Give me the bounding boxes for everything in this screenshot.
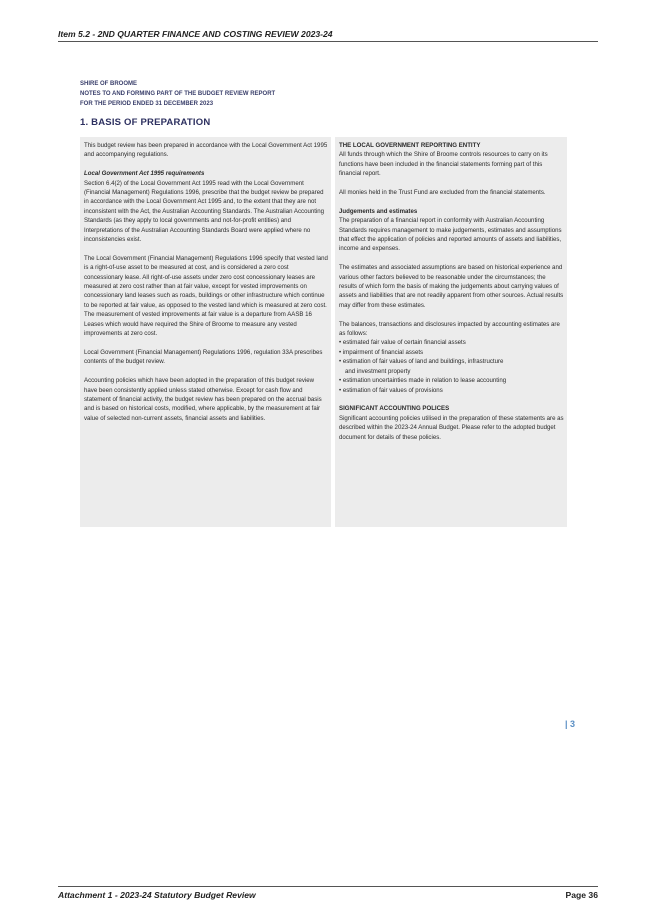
entity-paragraph: All funds through which the Shire of Broome controls resources to carry on its functions have been included in the financial statements forming part of this financial report.	[339, 151, 548, 178]
section-title: 1. BASIS OF PREPARATION	[80, 117, 211, 128]
estimates-paragraph: The estimates and associated assumptions are based on historical experience and various other factors believed to be reasonable under the circumstances; the results of which form the basis of making the judgements about carrying values of assets and liabilities that are not readily apparent from other sources. Actual results may differ from these estimates.	[339, 264, 564, 309]
list-item: • impairment of financial assets	[339, 348, 424, 356]
report-title: NOTES TO AND FORMING PART OF THE BUDGET REVIEW REPORT	[80, 91, 276, 97]
vested-land-paragraph: The Local Government (Financial Management) Regulations 1996 specify that vested land is a right-of-use asset to be measured at cost, and is considered a zero cost concessionary lease. All right-of-use assets under zero cost concessionary leases are measured at zero cost rather than at fair value, except for vested improvements on concessionary land leases such as roads, buildings or other infrastructure which continue to be reported at fair value, as opposed to the vested land which is measured at zero cost. The measurement of vested improvements at fair value is a departure from AASB 16 Leases which would have required the Shire of Broome to measure any vested improvements at zero cost.	[84, 254, 328, 338]
list-item: • estimation uncertainties made in relation to lease accounting	[339, 377, 507, 385]
list-item: • estimated fair value of certain financial assets	[339, 339, 466, 347]
lga-paragraph: Section 6.4(2) of the Local Government Act 1995 read with the Local Government (Financial Management) Regulations 1996, prescribe that the budget review be prepared in accordance with the Local Government Act 1995 and, to the extent that they are not inconsistent with the Act, the Australian Accounting Standards. The Australian Accounting Standards (as they apply to local governments and not-for-profit entities) and Interpretations of the Australian Accounting Standards Board were applied where no inconsistencies exist.	[84, 179, 325, 244]
entity-heading: THE LOCAL GOVERNMENT REPORTING ENTITY	[339, 142, 481, 149]
regulation-33a-paragraph: Local Government (Financial Management) Regulations 1996, regulation 33A prescribes contents of the budget review.	[84, 348, 323, 366]
balances-intro: The balances, transactions and disclosures impacted by accounting estimates are as follows:	[339, 320, 560, 338]
significant-policies-paragraph: Significant accounting policies utilised in the preparation of these statements are as described within the 2023-24 Annual Budget. Please refer to the adopted budget document for details of these policies.	[339, 414, 564, 441]
list-item: and investment property	[345, 367, 411, 375]
policies-paragraph: Accounting policies which have been adopted in the preparation of this budget review have been consistently applied unless stated otherwise. Except for cash flow and statement of financial activity, the budget review has been prepared on the accrual basis and is based on historical costs, modified, where applicable, by the measurement at fair value of selected non-current assets, financial assets and liabilities.	[84, 377, 322, 422]
intro-paragraph: This budget review has been prepared in accordance with the Local Government Act 1995 and accompanying regulations.	[84, 142, 328, 159]
footer-page: Page 36	[565, 890, 598, 900]
report-heading	[80, 79, 275, 109]
trust-paragraph: All monies held in the Trust Fund are excluded from the financial statements.	[339, 189, 546, 197]
list-item: • estimation of fair values of provisions	[339, 386, 443, 394]
footer-attachment: Attachment 1 - 2023-24 Statutory Budget Review	[58, 890, 256, 900]
lga-heading: Local Government Act 1995 requirements	[84, 170, 205, 178]
right-column	[335, 137, 567, 527]
org-name: SHIRE OF BROOME	[80, 81, 138, 87]
judgements-heading: Judgements and estimates	[339, 207, 418, 215]
page-number: | 3	[565, 719, 576, 729]
page-footer	[58, 886, 598, 900]
report-period: FOR THE PERIOD ENDED 31 DECEMBER 2023	[80, 101, 214, 107]
list-item: • estimation of fair values of land and buildings, infrastructure	[339, 358, 504, 366]
page-header: Item 5.2 - 2ND QUARTER FINANCE AND COSTING REVIEW 2023-24	[58, 29, 598, 42]
significant-policies-heading: SIGNIFICANT ACCOUNTING POLICES	[339, 405, 450, 413]
judgements-paragraph: The preparation of a financial report in conformity with Australian Accounting Standards requires management to make judgements, estimates and assumptions that effect the application of policies and reported amounts of assets and liabilities, income and expenses.	[339, 217, 562, 253]
left-column	[80, 137, 331, 527]
